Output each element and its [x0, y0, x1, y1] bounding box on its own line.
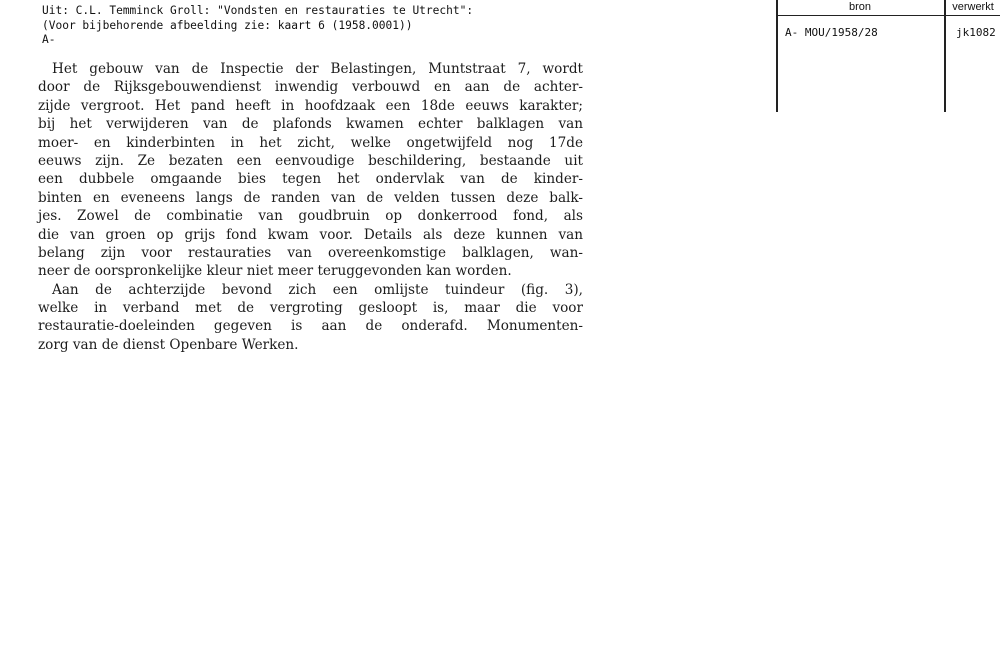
text-line: jes. Zowel de combinatie van goudbruin op donkerrood fond, als [38, 208, 583, 225]
column-header-verwerkt: verwerkt [952, 1, 994, 13]
table-header-rule [776, 15, 1000, 16]
table-border-left [776, 0, 778, 112]
text-line: een dubbele omgaande bies tegen het ondervlak van de kinder- [38, 171, 583, 188]
reference-table [776, 0, 1000, 112]
text-line: zijde vergroot. Het pand heeft in hoofdzaak een 18de eeuws karakter; [38, 97, 583, 114]
citation-line-source: Uit: C.L. Temminck Groll: "Vondsten en restauraties te Utrecht": [42, 4, 474, 17]
text-line: zorg van de dienst Openbare Werken. [38, 336, 299, 353]
text-line: binten en eveneens langs de randen van de velden tussen deze balk- [38, 189, 583, 206]
citation-line-figure-ref: (Voor bijbehorende afbeelding zie: kaart 6 (1958.0001)) [42, 18, 413, 32]
text-line: die van groen op grijs fond kwam voor. Details als deze kunnen van [38, 226, 583, 243]
article-text [38, 60, 583, 354]
text-line: Het gebouw van de Inspectie der Belastingen, Muntstraat 7, wordt [52, 61, 583, 77]
text-line: neer de oorspronkelijke kleur niet meer teruggevonden kan worden. [38, 263, 512, 280]
text-line: welke in verband met de vergroting gesloopt is, maar die voor [38, 300, 583, 317]
text-line: Aan de achterzijde bevond zich een omlijste tuindeur (fig. 3), [52, 281, 583, 298]
text-line: restauratie-doeleinden gegeven is aan de onderafd. Monumenten- [38, 318, 583, 335]
table-divider [944, 0, 946, 112]
text-line: moer- en kinderbinten in het zicht, welke ongetwijfeld nog 17de [38, 134, 583, 151]
citation-line-code: A- [42, 33, 56, 46]
column-header-bron: bron [848, 1, 872, 13]
text-line: belang zijn voor restauraties van overeenkomstige balklagen, wan- [38, 244, 583, 261]
source-citation [42, 4, 473, 48]
text-line: eeuws zijn. Ze bezaten een eenvoudige beschildering, bestaande uit [38, 152, 583, 169]
text-line: door de Rijksgebouwendienst inwendig verbouwd en aan de achter- [38, 79, 583, 96]
text-line: bij het verwijderen van de plafonds kwamen echter balklagen van [38, 116, 583, 133]
cell-verwerkt: jk1082 [956, 26, 996, 39]
cell-bron: A- MOU/1958/28 [785, 26, 878, 39]
